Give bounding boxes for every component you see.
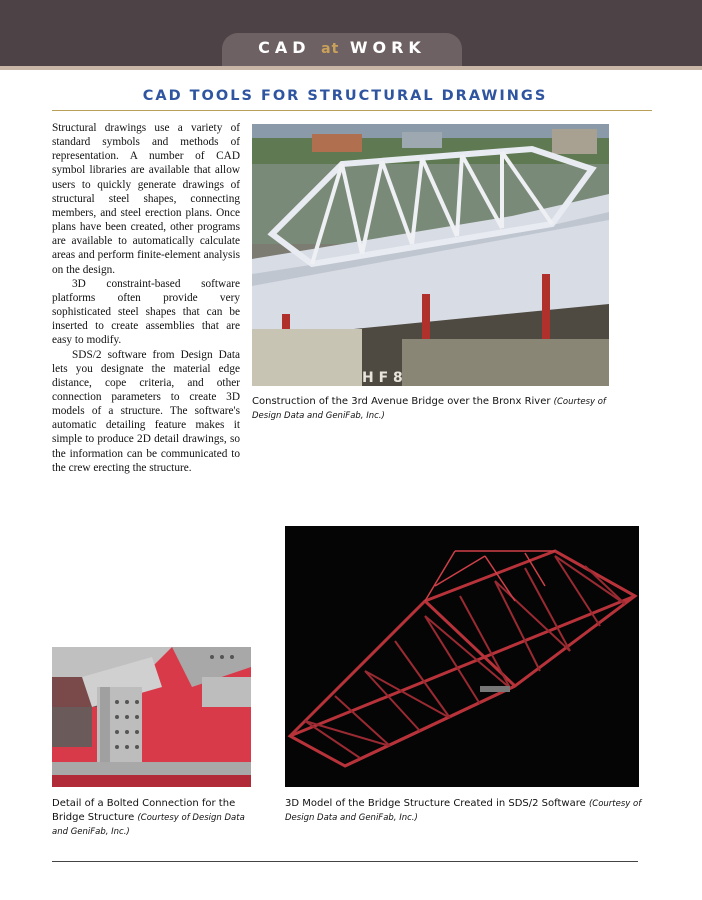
body-text bbox=[52, 121, 240, 475]
sds2-3d-model-image bbox=[285, 526, 639, 787]
section-title-work: WORK bbox=[349, 38, 426, 57]
paragraph-3: SDS/2 software from Design Data lets you designate the material edge distance, cope criteria, and other connection parameters to create 3D models of a structure. The software's automatic detailing feature makes it simple to produce 2D detail drawings, so the information can be communicated to the crew erecting the structure. bbox=[52, 348, 240, 474]
bridge-caption-text: Construction of the 3rd Avenue Bridge over the Bronx River bbox=[252, 396, 551, 407]
paragraph-2: 3D constraint-based software platforms often provide very sophisticated steel shapes that can be inserted to create assemblies that are easy to modify. bbox=[52, 277, 240, 347]
bolted-caption-text: Detail of a Bolted Connection for the Bridge Structure bbox=[52, 798, 236, 823]
section-title-cad: CAD bbox=[258, 38, 311, 57]
svg-text:H F 8: H F 8 bbox=[362, 370, 403, 386]
bridge-photo-caption bbox=[252, 395, 632, 423]
bolted-connection-caption bbox=[52, 797, 257, 839]
section-title bbox=[222, 38, 462, 57]
section-title-at: at bbox=[321, 41, 340, 57]
model-3d-caption-text: 3D Model of the Bridge Structure Created in SDS/2 Software bbox=[285, 798, 586, 809]
bridge-caption-credit: (Courtesy of Design Data and GeniFab, Inc.) bbox=[252, 397, 606, 421]
headline-rule bbox=[52, 110, 652, 111]
bottom-rule bbox=[52, 861, 638, 862]
bolted-caption-credit: (Courtesy of Design Data and GeniFab, Inc.) bbox=[52, 813, 245, 837]
model-3d-caption bbox=[285, 797, 645, 825]
bolted-connection-image bbox=[52, 647, 251, 787]
page-headline: CAD TOOLS FOR STRUCTURAL DRAWINGS bbox=[142, 88, 548, 104]
paragraph-1: Structural drawings use a variety of standard symbols and methods of representation. A number of CAD symbol libraries are available that allow users to quickly generate drawings of structural steel shapes, connecting members, and steel erection plans. Once plans have been created, other programs are available to automatically calculate areas and perform finite-element analysis on the design. bbox=[52, 122, 240, 276]
bridge-construction-photo bbox=[252, 124, 609, 386]
header-rule bbox=[0, 66, 702, 70]
model-3d-caption-credit: (Courtesy of Design Data and GeniFab, Inc.) bbox=[285, 799, 642, 823]
